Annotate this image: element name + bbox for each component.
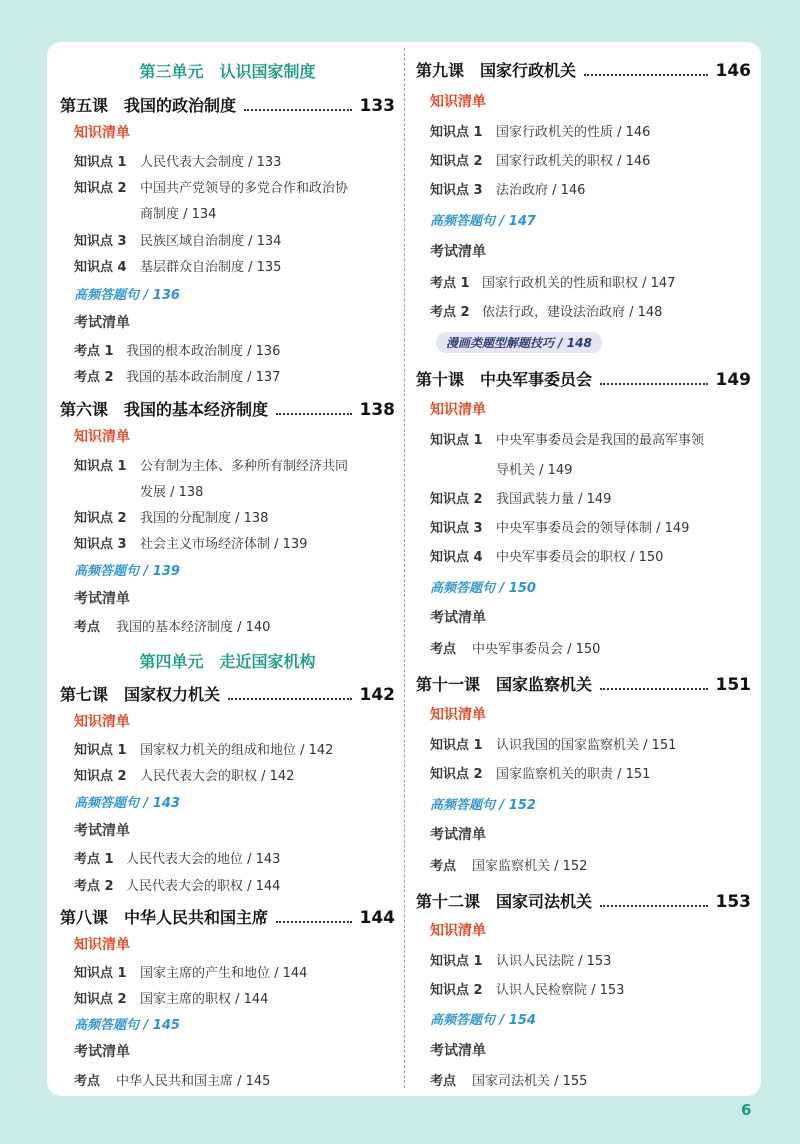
item-text: 我国的根本政治制度 / 136 (126, 344, 281, 359)
page-number: 6 (741, 1101, 752, 1119)
lesson-heading[interactable] (60, 93, 395, 116)
toc-item[interactable] (430, 429, 751, 448)
leader-dots (276, 413, 351, 415)
item-label: 知识点 1 (74, 459, 127, 474)
toc-item[interactable] (430, 150, 751, 169)
item-label: 知识点 3 (74, 537, 127, 552)
item-text: 基层群众自治制度 / 135 (140, 260, 282, 275)
item-text: 国家监察机关的职责 / 151 (496, 767, 651, 782)
toc-item[interactable] (430, 950, 751, 969)
lesson-heading[interactable] (416, 367, 751, 390)
item-text: 我国的基本经济制度 / 140 (116, 620, 271, 635)
item-text: 中央军事委员会 / 150 (472, 642, 601, 657)
item-label: 知识点 2 (74, 769, 127, 784)
item-label: 考点 2 (430, 305, 470, 320)
item-label: 考点 2 (74, 370, 114, 385)
item-label: 考点 (74, 620, 101, 635)
item-label: 知识点 1 (430, 954, 483, 969)
exam-list-heading: 考试清单 (74, 315, 130, 331)
item-text: 国家监察机关 / 152 (472, 859, 588, 874)
high-freq-answers-link[interactable]: 高频答题句 / 152 (430, 798, 536, 813)
leader-dots (600, 905, 707, 907)
knowledge-list-heading: 知识清单 (430, 94, 486, 110)
exam-list-heading: 考试清单 (74, 1044, 130, 1060)
item-continuation: 导机关 / 149 (496, 463, 573, 478)
lesson-heading[interactable] (60, 682, 395, 705)
item-label: 知识点 2 (74, 511, 127, 526)
item-label: 知识点 2 (430, 154, 483, 169)
lesson-heading[interactable] (416, 58, 751, 81)
exam-list-heading: 考试清单 (430, 827, 486, 843)
high-freq-answers-link[interactable]: 高频答题句 / 150 (430, 581, 536, 596)
lesson-page: 142 (359, 685, 395, 705)
item-label: 考点 1 (74, 852, 114, 867)
high-freq-answers-link[interactable]: 高频答题句 / 136 (74, 288, 180, 303)
item-text: 认识人民检察院 / 153 (496, 983, 625, 998)
toc-item[interactable] (74, 739, 395, 758)
lesson-title: 第十二课 国家司法机关 (416, 892, 593, 911)
exam-list-heading: 考试清单 (430, 610, 486, 626)
lesson-page: 144 (359, 908, 395, 928)
toc-item[interactable] (74, 765, 395, 784)
lesson-page: 138 (359, 400, 395, 420)
lesson-title: 第八课 中华人民共和国主席 (60, 908, 269, 927)
comic-question-tips-badge[interactable]: 漫画类题型解题技巧 / 148 (436, 332, 602, 353)
high-freq-answers-link[interactable]: 高频答题句 / 145 (74, 1018, 180, 1033)
item-label: 知识点 2 (430, 767, 483, 782)
item-text: 我国的基本政治制度 / 137 (126, 370, 281, 385)
item-label: 考点 (430, 1074, 457, 1089)
item-text: 中央军事委员会的领导体制 / 149 (496, 521, 690, 536)
exam-list-heading: 考试清单 (74, 823, 130, 839)
item-label: 知识点 4 (74, 260, 127, 275)
item-label: 知识点 3 (74, 234, 127, 249)
exam-list-heading: 考试清单 (430, 244, 486, 260)
item-text: 我国武装力量 / 149 (496, 492, 612, 507)
toc-item[interactable] (430, 488, 751, 507)
item-text: 中央军事委员会是我国的最高军事领 (496, 433, 705, 448)
high-freq-answers-link[interactable]: 高频答题句 / 143 (74, 796, 180, 811)
knowledge-list-heading: 知识清单 (430, 923, 486, 939)
leader-dots (228, 698, 351, 700)
leader-dots (600, 383, 707, 385)
lesson-title: 第十一课 国家监察机关 (416, 675, 593, 694)
toc-item[interactable] (74, 988, 395, 1007)
item-text: 国家行政机关的性质 / 146 (496, 125, 651, 140)
toc-item[interactable] (430, 855, 751, 874)
toc-item[interactable] (74, 848, 395, 867)
item-label: 知识点 2 (430, 492, 483, 507)
toc-item[interactable] (74, 962, 395, 981)
high-freq-answers-link[interactable]: 高频答题句 / 139 (74, 564, 180, 579)
lesson-page: 133 (359, 96, 395, 116)
high-freq-answers-link[interactable]: 高频答题句 / 154 (430, 1013, 536, 1028)
exam-list-heading: 考试清单 (74, 591, 130, 607)
item-label: 考点 1 (430, 276, 470, 291)
toc-item[interactable] (74, 533, 395, 552)
leader-dots (600, 688, 707, 690)
item-label: 知识点 1 (430, 433, 483, 448)
item-text: 人民代表大会的地位 / 143 (126, 852, 281, 867)
knowledge-list-heading: 知识清单 (74, 937, 130, 953)
leader-dots (584, 74, 707, 76)
toc-item[interactable] (430, 121, 751, 140)
toc-item[interactable] (74, 366, 395, 385)
toc-item[interactable] (430, 301, 751, 320)
item-label: 知识点 3 (430, 521, 483, 536)
lesson-page: 153 (715, 892, 751, 912)
lesson-title: 第六课 我国的基本经济制度 (60, 400, 269, 419)
lesson-heading[interactable] (60, 905, 395, 928)
item-text: 人民代表大会的职权 / 144 (126, 879, 281, 894)
lesson-page: 149 (715, 370, 751, 390)
toc-item[interactable] (74, 230, 395, 249)
item-label: 考点 (74, 1074, 101, 1089)
lesson-title: 第七课 国家权力机关 (60, 685, 221, 704)
leader-dots (276, 921, 351, 923)
item-text: 民族区域自治制度 / 134 (140, 234, 282, 249)
item-text: 人民代表大会制度 / 133 (140, 155, 282, 170)
lesson-heading[interactable] (60, 397, 395, 420)
toc-item[interactable] (74, 340, 395, 359)
item-text: 国家权力机关的组成和地位 / 142 (140, 743, 334, 758)
item-text: 依法行政，建设法治政府 / 148 (482, 305, 663, 320)
knowledge-list-heading: 知识清单 (74, 429, 130, 445)
toc-item[interactable] (74, 256, 395, 275)
toc-item[interactable] (74, 616, 395, 635)
toc-item[interactable] (430, 179, 751, 198)
column-divider (404, 48, 405, 1088)
item-label: 考点 (430, 859, 457, 874)
knowledge-list-heading: 知识清单 (430, 707, 486, 723)
toc-item[interactable] (74, 151, 395, 170)
item-text: 社会主义市场经济体制 / 139 (140, 537, 308, 552)
item-label: 考点 (430, 642, 457, 657)
unit-title: 第四单元 走近国家机构 (139, 652, 316, 671)
toc-item[interactable] (74, 875, 395, 894)
knowledge-list-heading: 知识清单 (74, 714, 130, 730)
lesson-title: 第十课 中央军事委员会 (416, 370, 593, 389)
item-text: 国家主席的产生和地位 / 144 (140, 966, 308, 981)
toc-item[interactable] (430, 546, 751, 565)
item-label: 知识点 2 (430, 983, 483, 998)
knowledge-list-heading: 知识清单 (430, 402, 486, 418)
item-label: 考点 2 (74, 879, 114, 894)
toc-item[interactable] (430, 517, 751, 536)
lesson-title: 第九课 国家行政机关 (416, 61, 577, 80)
lesson-heading[interactable] (416, 672, 751, 695)
toc-item[interactable] (430, 272, 751, 291)
toc-item[interactable] (74, 177, 395, 196)
item-text: 国家司法机关 / 155 (472, 1074, 588, 1089)
knowledge-list-heading: 知识清单 (74, 125, 130, 141)
item-label: 知识点 1 (74, 155, 127, 170)
item-continuation: 商制度 / 134 (140, 207, 217, 222)
lesson-page: 146 (715, 61, 751, 81)
toc-item[interactable] (74, 455, 395, 474)
item-label: 知识点 1 (430, 125, 483, 140)
item-label: 考点 1 (74, 344, 114, 359)
item-text: 国家主席的职权 / 144 (140, 992, 269, 1007)
item-text: 国家行政机关的职权 / 146 (496, 154, 651, 169)
lesson-page: 151 (715, 675, 751, 695)
item-text: 中国共产党领导的多党合作和政治协 (140, 181, 349, 196)
item-label: 知识点 2 (74, 992, 127, 1007)
item-label: 知识点 1 (74, 743, 127, 758)
unit-title: 第三单元 认识国家制度 (139, 62, 316, 81)
toc-item[interactable] (430, 763, 751, 782)
item-continuation: 发展 / 138 (140, 485, 204, 500)
toc-item[interactable] (430, 734, 751, 753)
item-text: 认识人民法院 / 153 (496, 954, 612, 969)
toc-item[interactable] (430, 1070, 751, 1089)
toc-item[interactable] (74, 1070, 395, 1089)
exam-list-heading: 考试清单 (430, 1043, 486, 1059)
toc-item[interactable] (430, 638, 751, 657)
item-label: 知识点 1 (430, 738, 483, 753)
item-text: 公有制为主体、多种所有制经济共同 (140, 459, 349, 474)
lesson-heading[interactable] (416, 889, 751, 912)
leader-dots (244, 109, 351, 111)
toc-item[interactable] (430, 979, 751, 998)
item-text: 中央军事委员会的职权 / 150 (496, 550, 664, 565)
item-text: 人民代表大会的职权 / 142 (140, 769, 295, 784)
item-label: 知识点 4 (430, 550, 483, 565)
item-label: 知识点 1 (74, 966, 127, 981)
toc-item[interactable] (74, 507, 395, 526)
item-label: 知识点 3 (430, 183, 483, 198)
item-text: 法治政府 / 146 (496, 183, 586, 198)
item-label: 知识点 2 (74, 181, 127, 196)
item-text: 认识我国的国家监察机关 / 151 (496, 738, 677, 753)
item-text: 我国的分配制度 / 138 (140, 511, 269, 526)
item-text: 中华人民共和国主席 / 145 (116, 1074, 271, 1089)
item-text: 国家行政机关的性质和职权 / 147 (482, 276, 676, 291)
lesson-title: 第五课 我国的政治制度 (60, 96, 237, 115)
high-freq-answers-link[interactable]: 高频答题句 / 147 (430, 214, 536, 229)
